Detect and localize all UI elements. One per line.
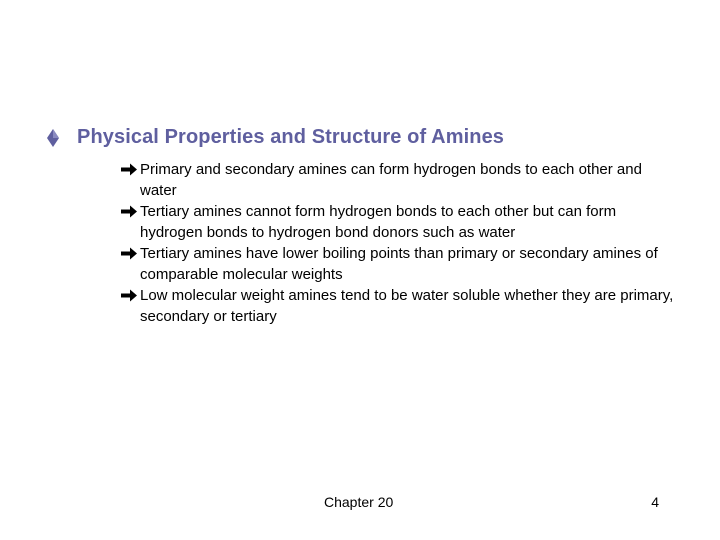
slide-title: Physical Properties and Structure of Amines — [77, 126, 505, 148]
list-item — [118, 201, 678, 243]
right-arrow-icon — [120, 201, 138, 222]
bullet-text: Low molecular weight amines tend to be water soluble whether they are primary, secondary or tertiary — [140, 287, 674, 325]
page-number: 4 — [651, 494, 659, 510]
title-row — [46, 126, 504, 149]
bullet-text: Tertiary amines cannot form hydrogen bonds to each other but can form hydrogen bonds to hydrogen bond donors such as water — [140, 203, 617, 241]
list-item — [118, 285, 678, 327]
right-arrow-icon — [120, 285, 138, 306]
list-item — [118, 243, 678, 285]
right-arrow-icon — [120, 159, 138, 180]
bullet-text: Primary and secondary amines can form hydrogen bonds to each other and water — [140, 161, 642, 199]
list-item — [118, 159, 678, 201]
footer-chapter: Chapter 20 — [324, 494, 394, 510]
right-arrow-icon — [120, 243, 138, 264]
bullet-text: Tertiary amines have lower boiling points than primary or secondary amines of comparable molecular weights — [140, 245, 658, 283]
diamond-bullet-icon — [46, 128, 60, 148]
bullet-list — [118, 159, 678, 327]
